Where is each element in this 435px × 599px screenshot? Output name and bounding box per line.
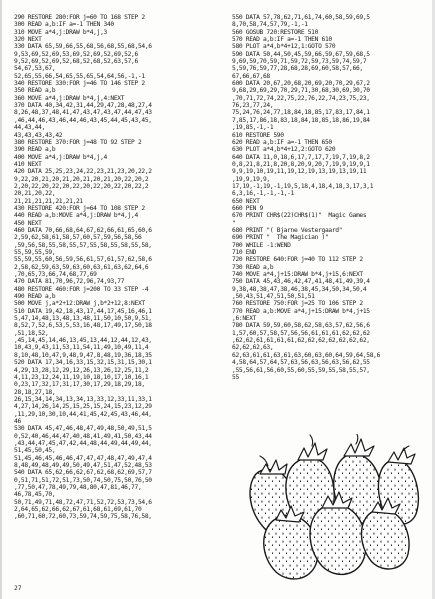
page-edge-left [0, 0, 2, 599]
page-number: 27 [14, 585, 22, 592]
program-listing-right-column: 550 DATA 57,78,62,71,61,74,60,58,59,69,5 8,70,58,74,57,79,-1,-1 560 GOSUB 720:RESTORE 510 570 READ a,b:IF a=-1 THEN 610 580 PLOT a*4,b*4+12,1:GOTO 570 590 DATA 50,44,50,45,59,66,59,67,59,68,5 9,69,59,70,59,71,59,72,59,73,59,74,59,7 5,59,76,59,77,28,68,28,69,60,58,57,66, 67,66,67,68 600 DATA 20,67,20,68,20,69,20,70,29,67,2 9,68,29,69,29,70,29,71,30,68,30,69,30,70 ,70,71,72,74,22,75,22,76,22,74,23,75,23, 76,23,77,24, 75,24,76,24,77,18,84,18,85,17,83,17,84,1 7,85,17,86,18,83,18,84,18,85,18,86,19,84 ,19,85,-1,-1 610 RESTORE 590 620 READ a,b:IF a=-1 THEN 650 630 PLOT a*4,b*4+12,2:GOTO 620 640 DATA 11,0,18,6,17,7,17,7,19,7,19,8,2 0,8,21,8,21,8,20,8,20,9,20,7,19,9,19,9,1 9,9,19,10,19,11,19,12,19,13,19,13,19,11 ,19,9,19,9, 17,19,-1,19,-1,19,5,18,4,18,4,18,3,17,3,1 6,3,16,-1,-1,-1,-1 650 NEXT 660 PEN 9 670 PRINT CHR$(22)CHR$(1)" Magic Games " 680 PRINT "( Bjarne Vestergaard" 690 PRINT " The Magician )" 700 WHILE -1:WEND 710 END 720 RESTORE 640:FOR j=40 TO 112 STEP 2 730 READ a,b 740 MOVE a*4,j+15:DRAW b*4,j+15,6:NEXT 750 DATA 45,43,46,42,47,41,48,41,49,39,4 9,38,48,38,47,38,46,38,45,34,50,34,50,4 ,50,43,51,47,51,50,51,51 760 RESTORE 750:FOR j=25 TO 106 STEP 2 770 READ a,b:MOVE a*4,j+15:DRAW b*4,j+15 ,6:NEXT 780 DATA 59,59,60,58,62,58,63,57,62,56,6 1,57,60,57,58,57,56,56,61,61,61,62,62,62 ,62,62,61,61,61,61,62,62,62,62,62,62,62, 62,62,62,63, 62,63,61,61,63,61,63,60,63,60,64,59,64,58,6 4,58,64,57,64,57,63,56,63,56,63,56,62,55 ,55,56,61,56,60,55,60,55,59,55,58,55,57, 55 [232, 14, 381, 381]
strawberry-group-icon [238, 434, 424, 584]
program-listing-left-column: 290 RESTORE 280:FOR j=60 TO 168 STEP 2 300 READ a,b:IF a=-1 THEN 340 310 MOVE a*4,j:DRAW b*4,j,3 320 NEXT 330 DATA 65,59,66,55,68,56,68,55,68,54,6 9,53,69,52,69,53,69,52,69,52,69,52,6 9,52,69,52,69,52,68,52,68,52,63,57,6 54,67,53,67, 52,65,55,66,54,65,55,65,54,64,56,-1,-1 340 RESTORE 330:FOR j=46 TO 146 STEP 2 350 READ a,b 360 MOVE a*4,j:DRAW b*4,j,4:NEXT 370 DATA 40,34,42,31,44,29,47,28,48,27,4 8,26,48,37,48,41,47,43,47,43,47,44,47,43 ,46,44,46,43,46,44,46,43,45,44,45,43,45, 44,43,44, 43,43,43,43,42 380 RESTORE 370:FOR j=48 TO 92 STEP 2 390 READ a,b 400 MOVE a*4,j:DRAW b*4,j,4 410 NEXT 420 DATA 25,25,23,24,22,23,21,23,20,22,2 9,22,20,21,20,21,20,21,20,21,20,22,20,2 2,20,22,20,22,20,22,20,22,20,22,20,22,2 20,21,20,22, 21,21,21,21,21,21,21 430 RESTORE 420:FOR j=64 TO 108 STEP 2 440 READ a,b:MOVE a*4,j:DRAW b*4,j,4 450 NEXT 460 DATA 70,66,68,64,67,62,66,61,65,60,6 2,59,62,58,61,58,57,60,57,59,56,58,56 ,59,56,58,55,58,55,57,55,58,55,58,55,58, 55,59,55,59, 55,59,55,60,56,59,56,61,57,61,57,62,58,6 2,58,62,59,63,59,63,60,63,61,63,62,64,6 ,70,65,73,66,74,68,77,69 470 DATA 81,70,96,72,96,74,93,77 480 RESTORE 460:FOR j=200 TO 33 STEP -4 490 READ a,b 500 MOVE j,a*2+12:DRAW j,b*2+12,8:NEXT 510 DATA 19,42,18,43,17,44,17,45,16,46,1 5,47,14,48,13,48,13,48,11,50,10,50,9,51, 8,52,7,52,6,53,5,53,16,48,17,49,17,50,18 ,51,18,52, ,45,14,45,14,46,13,45,13,44,12,44,12,43, 10,43,9,43,11,53,11,54,11,49,10,49,11,4 8,10,48,10,47,9,48,9,47,8,48,19,36,18,35 520 DATA 17,34,16,33,15,32,15,31,15,30,1 4,29,13,28,12,29,12,26,13,26,12,25,11,2 4,11,23,12,24,11,19,10,18,10,17,10,16,1 0,23,17,32,17,31,17,30,17,29,18,29,18, 28,18,27,18, 26,15,34,14,34,13,34,13,33,12,33,11,33,1 4,27,14,26,14,25,15,25,15,24,15,23,12,29 ,11,29,10,30,10,44,41,45,42,45,43,46,44, 46 530 DATA 45,47,46,48,47,49,48,50,49,51,5 0,52,40,46,44,47,40,48,41,49,41,50,43,44 ,43,44,47,45,47,42,44,48,44,49,44,49,44, 51,45,50,45, 51,45,46,45,46,46,47,47,47,48,47,49,47,4 8,48,49,48,49,49,50,49,47,51,47,52,48,53 540 DATA 65,62,66,62,67,62,68,62,69,57,7 0,51,71,51,72,51,73,50,74,50,75,50,76,50 ,77,50,47,78,49,79,48,80,47,81,46,77, 46,78,45,70, 50,71,49,71,48,72,47,71,52,72,53,73,54,6 2,64,65,62,66,62,67,61,68,61,69,61,70 ,60,71,60,72,60,73,59,74,59,75,58,76,58, [14, 14, 152, 521]
strawberry-illustration [238, 434, 424, 584]
